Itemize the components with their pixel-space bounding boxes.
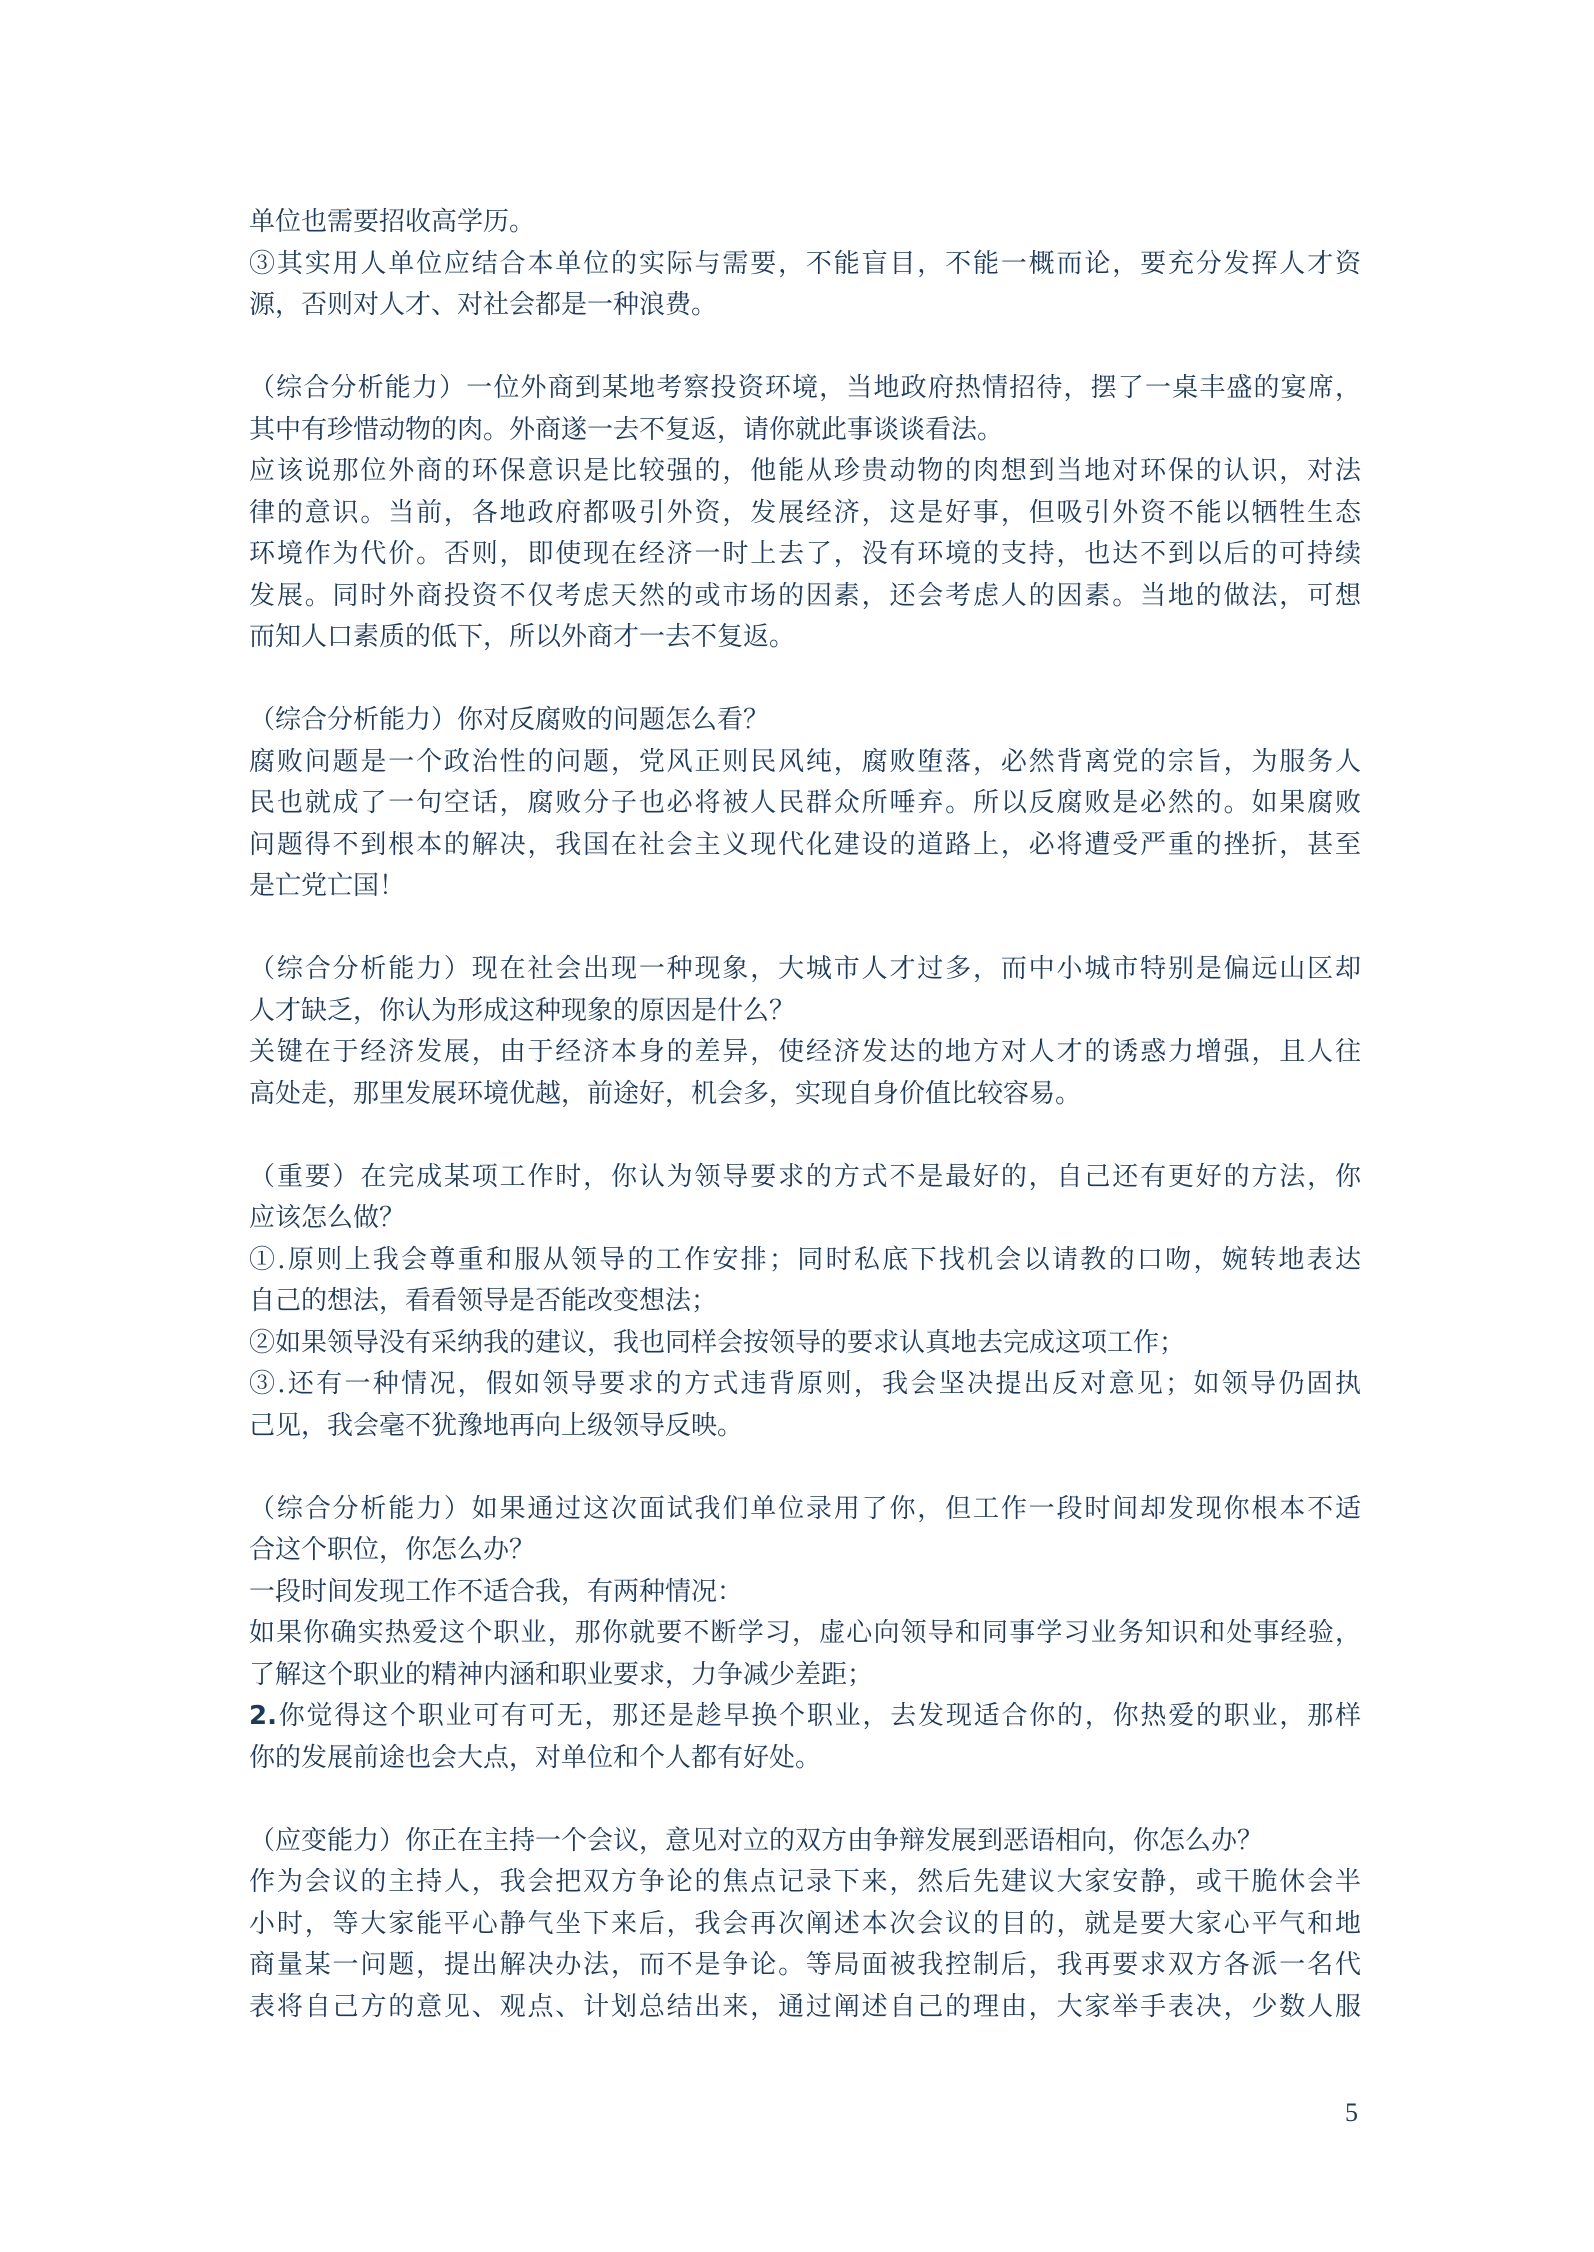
answer-line: 是亡党亡国！ <box>249 871 406 901</box>
question-line: 其中有珍惜动物的肉。外商遂一去不复返，请你就此事谈谈看法。 <box>249 414 1004 445</box>
question-line: 合这个职位，你怎么办？ <box>249 1535 536 1565</box>
text-line: 源，否则对人才、对社会都是一种浪费。 <box>249 290 718 320</box>
answer-line: 了解这个职业的精神内涵和职业要求，力争减少差距； <box>249 1659 874 1690</box>
list-item-text: 你觉得这个职业可有可无，那还是趁早换个职业，去发现适合你的，你热爱的职业，那样 <box>276 1701 1361 1731</box>
qa-item-meeting-conflict <box>249 1821 1361 2029</box>
answer-line: 你的发展前途也会大点，对单位和个人都有好处。 <box>249 1742 822 1773</box>
body-text <box>249 202 1361 2028</box>
answer-line: 表将自己方的意见、观点、计划总结出来，通过阐述自己的理由，大家举手表决，少数人服 <box>249 1991 1361 2022</box>
qa-item-foreign-investor <box>249 368 1361 659</box>
answer-line: 关键在于经济发展，由于经济本身的差异，使经济发达的地方对人才的诱惑力增强，且人往 <box>249 1037 1361 1067</box>
question-line: （综合分析能力）如果通过这次面试我们单位录用了你，但工作一段时间却发现你根本不适 <box>249 1493 1361 1524</box>
answer-line: 民也就成了一句空话，腐败分子也必将被人民群众所唾弃。所以反腐败是必然的。如果腐败 <box>249 788 1361 818</box>
answer-line: 如果你确实热爱这个职业，那你就要不断学习，虚心向领导和同事学习业务知识和处事经验， <box>249 1618 1361 1648</box>
answer-line: 腐败问题是一个政治性的问题，党风正则民风纯，腐败堕落，必然背离党的宗旨，为服务人 <box>249 746 1361 777</box>
answer-line: 自己的想法，看看领导是否能改变想法； <box>249 1286 718 1316</box>
question-line: （综合分析能力）一位外商到某地考察投资环境，当地政府热情招待，摆了一桌丰盛的宴席， <box>249 373 1361 403</box>
answer-line: 应该说那位外商的环保意识是比较强的，他能从珍贵动物的肉想到当地对环保的认识，对法 <box>249 456 1361 486</box>
answer-line: 发展。同时外商投资不仅考虑天然的或市场的因素，还会考虑人的因素。当地的做法，可想 <box>249 580 1361 611</box>
answer-continuation <box>249 202 1361 327</box>
answer-line: 小时，等大家能平心静气坐下来后，我会再次阐述本次会议的目的，就是要大家心平气和地 <box>249 1908 1361 1939</box>
answer-line: 作为会议的主持人，我会把双方争论的焦点记录下来，然后先建议大家安静，或干脆休会半 <box>249 1867 1361 1897</box>
qa-item-leader-method <box>249 1157 1361 1448</box>
answer-line: ③.还有一种情况，假如领导要求的方式违背原则，我会坚决提出反对意见；如领导仍固执 <box>249 1369 1361 1399</box>
text-line: ③其实用人单位应结合本单位的实际与需要，不能盲目，不能一概而论，要充分发挥人才资 <box>249 248 1361 279</box>
question-line: （应变能力）你正在主持一个会议，意见对立的双方由争辩发展到恶语相向，你怎么办？ <box>249 1825 1264 1856</box>
answer-line: 律的意识。当前，各地政府都吸引外资，发展经济，这是好事，但吸引外资不能以牺牲生态 <box>249 497 1361 528</box>
answer-line: 高处走，那里发展环境优越，前途好，机会多，实现自身价值比较容易。 <box>249 1078 1082 1109</box>
answer-line: 环境作为代价。否则，即使现在经济一时上去了，没有环境的支持，也达不到以后的可持续 <box>249 539 1361 569</box>
qa-item-talent-distribution <box>249 949 1361 1115</box>
answer-line: ①.原则上我会尊重和服从领导的工作安排；同时私底下找机会以请教的口吻，婉转地表达 <box>249 1244 1361 1275</box>
question-line: 应该怎么做？ <box>249 1203 406 1233</box>
qa-item-job-fit <box>249 1489 1361 1780</box>
answer-line <box>249 1696 1361 1738</box>
question-line: （重要）在完成某项工作时，你认为领导要求的方式不是最好的，自己还有更好的方法，你 <box>249 1161 1361 1192</box>
question-line: 人才缺乏，你认为形成这种现象的原因是什么？ <box>249 995 796 1026</box>
answer-line: 问题得不到根本的解决，我国在社会主义现代化建设的道路上，必将遭受严重的挫折，甚至 <box>249 829 1361 860</box>
answer-line: 而知人口素质的低下，所以外商才一去不复返。 <box>249 622 796 652</box>
question-line: （综合分析能力）现在社会出现一种现象，大城市人才过多，而中小城市特别是偏远山区却 <box>249 954 1361 984</box>
text-line: 单位也需要招收高学历。 <box>249 207 536 237</box>
question-line: （综合分析能力）你对反腐败的问题怎么看？ <box>249 705 770 735</box>
answer-line: 商量某一问题，提出解决办法，而不是争论。等局面被我控制后，我再要求双方各派一名代 <box>249 1950 1361 1980</box>
answer-line: 一段时间发现工作不适合我，有两种情况： <box>249 1576 744 1607</box>
qa-item-anti-corruption <box>249 700 1361 908</box>
answer-line: 己见，我会毫不犹豫地再向上级领导反映。 <box>249 1410 744 1441</box>
answer-line: ②如果领导没有采纳我的建议，我也同样会按领导的要求认真地去完成这项工作； <box>249 1327 1186 1358</box>
page-number: 5 <box>1345 2098 1358 2127</box>
list-marker: 2. <box>249 1701 277 1731</box>
